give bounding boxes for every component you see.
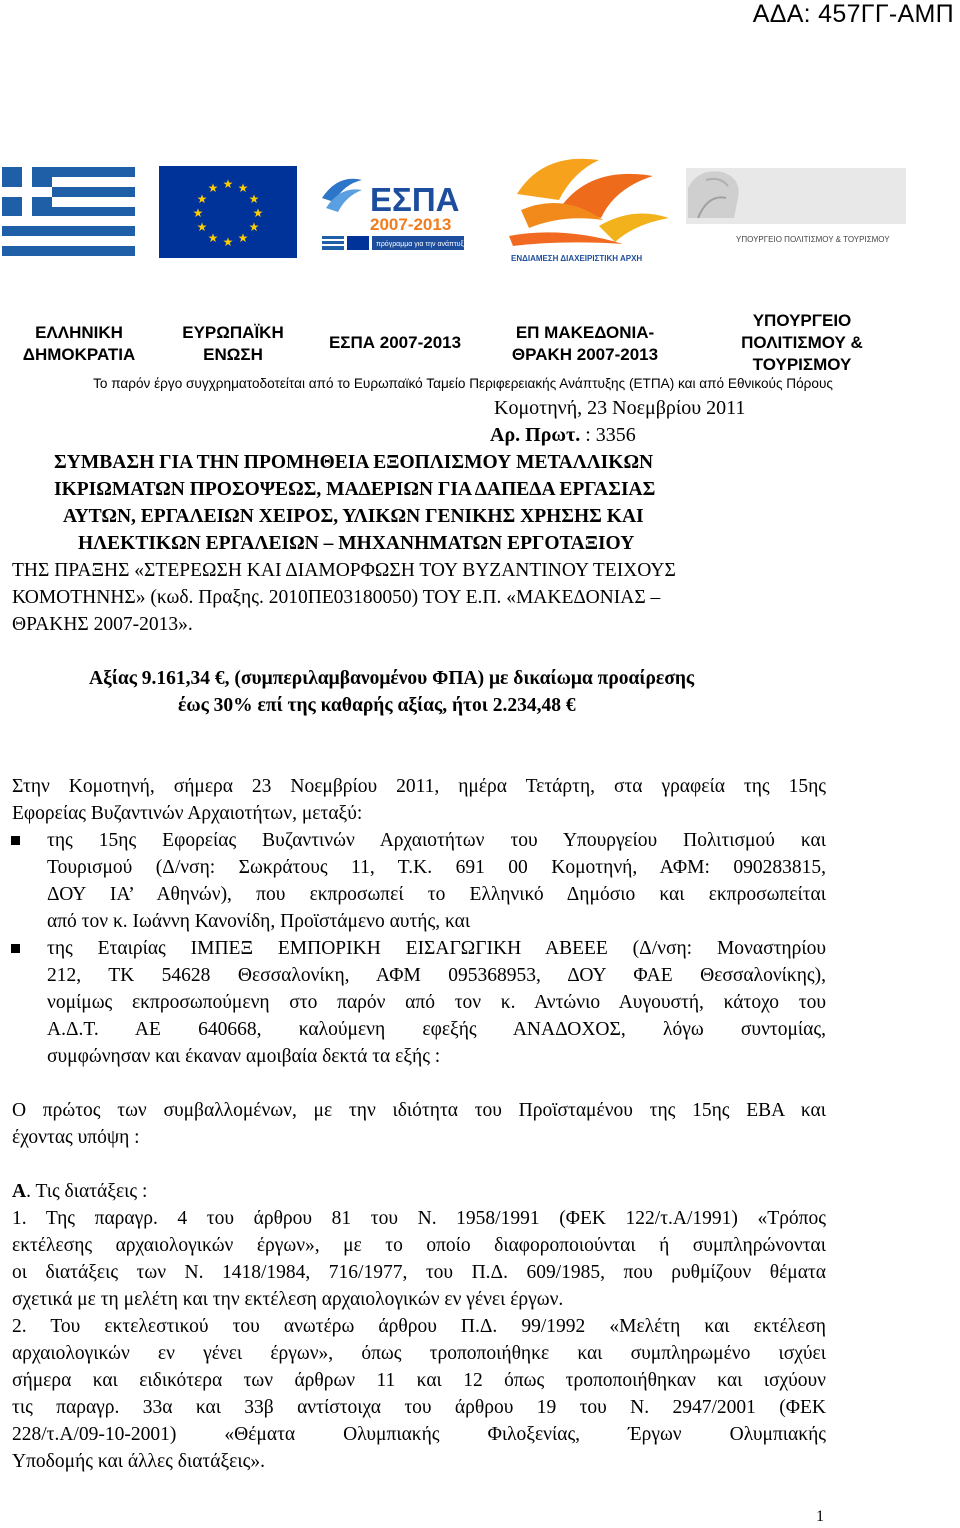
party2-line: Α.Δ.Τ. ΑΕ 640668, καλούμενη εφεξής ΑΝΑΔΟΧΟΣ, λόγω συντομίας, xyxy=(47,1019,826,1040)
svg-text:★: ★ xyxy=(196,192,208,206)
caption-ep-line: ΘΡΑΚΗ 2007-2013 xyxy=(511,345,659,364)
ep-makedonia-thraki-logo xyxy=(503,148,678,270)
place-date: Κομοτηνή, 23 Νοεμβρίου 2011 xyxy=(494,397,746,419)
caption-ministry-line: ΤΟΥΡΙΣΜΟΥ xyxy=(752,355,852,374)
ministry-logo-text: ΥΠΟΥΡΓΕΙΟ ΠΟΛΙΤΙΣΜΟΥ & ΤΟΥΡΙΣΜΟΥ xyxy=(736,235,890,244)
caption-eu-line: ΕΥΡΩΠΑΪΚΗ xyxy=(182,323,284,342)
caption-ep-line: ΕΠ ΜΑΚΕΔΟΝΙΑ- xyxy=(515,323,655,342)
title-line: ΣΥΜΒΑΣΗ ΓΙΑ ΤΗΝ ΠΡΟΜΗΘΕΙΑ ΕΞΟΠΛΙΣΜΟΥ ΜΕΤΑΛΛΙΚΩΝ xyxy=(54,452,654,473)
espa-logo-motto: πρόγραμμα για την ανάπτυξη xyxy=(376,241,468,248)
section-a-rest: . Τις διατάξεις : xyxy=(26,1181,148,1202)
caption-ministry-line: ΥΠΟΥΡΓΕΙΟ xyxy=(752,311,852,330)
party2-line: 212, ΤΚ 54628 Θεσσαλονίκη, ΑΦΜ 095368953, ΔΟΥ ΦΑΕ Θεσσαλονίκης), xyxy=(47,965,826,986)
project-line: ΤΗΣ ΠΡΑΞΗΣ «ΣΤΕΡΕΩΣΗ ΚΑΙ ΔΙΑΜΟΡΦΩΣΗ ΤΟΥ ΒΥΖΑΝΤΙΝΟΥ ΤΕΙΧΟΥΣ xyxy=(12,560,676,581)
intro-line: Εφορείας Βυζαντινών Αρχαιοτήτων, μεταξύ: xyxy=(12,803,363,824)
svg-text:★: ★ xyxy=(237,181,249,195)
provision-line: τις παραγρ. 33α και 33β αντίστοιχα του άρθρου 19 του Ν. 2947/2001 (ΦΕΚ xyxy=(12,1397,826,1418)
project-line: ΘΡΑΚΗΣ 2007-2013». xyxy=(12,614,193,635)
provision-line: οι διατάξεις των Ν. 1418/1984, 716/1977, του Π.Δ. 609/1985, που ρυθμίζουν θέματα xyxy=(12,1262,826,1283)
page-number: 1 xyxy=(816,1508,824,1525)
svg-text:★: ★ xyxy=(252,206,264,220)
provision-line: εκτέλεσης αρχαιολογικών έργων», με το οποίο διαφοροποιούνται ή συμπληρώνονται xyxy=(12,1235,826,1256)
provision-line: 1. Της παραγρ. 4 του άρθρου 81 του Ν. 1958/1991 (ΦΕΚ 122/τ.Α/1991) «Τρόπος xyxy=(12,1208,826,1229)
svg-text:★: ★ xyxy=(222,177,234,191)
ministry-logo xyxy=(686,168,906,248)
provision-line: Υποδομής και άλλες διατάξεις». xyxy=(12,1451,265,1472)
bullet-icon xyxy=(11,836,20,845)
svg-text:★: ★ xyxy=(222,235,234,249)
party1-line: ΔΟΥ ΙΑ’ Αθηνών), που εκπροσωπεί το Ελληνικό Δημόσιο και εκπροσωπείται xyxy=(47,884,826,905)
caption-espa xyxy=(310,332,480,354)
value-line: έως 30% επί της καθαρής αξίας, ήτοι 2.234,48 € xyxy=(178,695,576,716)
svg-text:★: ★ xyxy=(207,231,219,245)
caption-greece-line: ΔΗΜΟΚΡΑΤΙΑ xyxy=(22,345,136,364)
svg-text:★: ★ xyxy=(196,220,208,234)
title-line: ΗΛΕΚΤΙΚΩΝ ΕΡΓΑΛΕΙΩΝ – ΜΗΧΑΝΗΜΑΤΩΝ ΕΡΓΟΤΑΞΙΟΥ xyxy=(78,533,635,554)
eu-flag-logo xyxy=(159,166,297,258)
caption-eu-line: ΕΝΩΣΗ xyxy=(203,345,263,364)
svg-text:★: ★ xyxy=(192,206,204,220)
provision-line: σχετικά με τη μελέτη και την εκτέλεση αρχαιολογικών εν γένει έργων. xyxy=(12,1289,564,1310)
svg-text:★: ★ xyxy=(207,181,219,195)
protocol-number xyxy=(490,424,636,447)
caption-ministry-line: ΠΟΛΙΤΙΣΜΟΥ & xyxy=(741,333,863,352)
espa-logo xyxy=(318,168,468,258)
espa-logo-years: 2007-2013 xyxy=(370,215,452,234)
party1-line: από τον κ. Ιωάννη Κανονίδη, Προϊστάμενο αυτής, και xyxy=(47,911,471,932)
provision-line: αρχαιολογικών εν γένει έργων», όπως τροποποιήθηκε και συμπληρωμένο ισχύει xyxy=(12,1343,826,1364)
first-party-line: έχοντας υπόψη : xyxy=(12,1127,140,1148)
provision-line: 228/τ.Α/09-10-2001) «Θέματα Ολυμπιακής Φιλοξενίας, Έργων Ολυμπιακής xyxy=(12,1424,826,1445)
provision-line: 2. Του εκτελεστικού του ανωτέρω άρθρου Π.Δ. 99/1992 «Μελέτη και εκτέλεση xyxy=(12,1316,826,1337)
protocol-label: Αρ. Πρωτ. xyxy=(490,424,581,446)
svg-text:★: ★ xyxy=(237,231,249,245)
funding-note: Το παρόν έργο συγχρηματοδοτείται από το Ευρωπαϊκό Ταμείο Περιφερειακής Ανάπτυξης (ΕΤΠΑ) και από Εθνικούς Πόρους xyxy=(93,376,833,391)
party2-line: συμφώνησαν και έκαναν αμοιβαία δεκτά τα εξής : xyxy=(47,1046,441,1067)
value-line: Αξίας 9.161,34 €, (συμπεριλαμβανομένου ΦΠΑ) με δικαίωμα προαίρεσης xyxy=(89,668,695,689)
espa-logo-text: ΕΣΠΑ xyxy=(370,181,460,218)
ep-logo-text: ΕΝΔΙΑΜΕΣΗ ΔΙΑΧΕΙΡΙΣΤΙΚΗ ΑΡΧΗ xyxy=(511,254,643,263)
caption-ministry xyxy=(715,310,889,376)
first-party-line: Ο πρώτος των συμβαλλομένων, με την ιδιότητα του Προϊσταμένου της 15ης ΕΒΑ και xyxy=(12,1100,826,1121)
section-a-label: Α xyxy=(12,1181,27,1202)
party1-line: Τουρισμού (Δ/νση: Σωκράτους 11, Τ.Κ. 691 00 Κομοτηνή, ΑΦΜ: 090283815, xyxy=(47,857,826,878)
caption-espa-line: ΕΣΠΑ 2007-2013 xyxy=(328,333,462,352)
party2-line: της Εταιρίας ΙΜΠΕΞ ΕΜΠΟΡΙΚΗ ΕΙΣΑΓΩΓΙΚΗ ΑΒΕΕΕ (Δ/νση: Μοναστηρίου xyxy=(47,938,826,959)
caption-ep xyxy=(490,322,680,366)
party2-line: νομίμως εκπροσωπούμενη στο παρόν από τον κ. Αντώνιο Αυγουστή, κάτοχο του xyxy=(47,992,826,1013)
svg-text:★: ★ xyxy=(248,220,260,234)
protocol-value: : 3356 xyxy=(580,424,636,446)
svg-text:★: ★ xyxy=(248,192,260,206)
bullet-icon xyxy=(11,944,20,953)
title-line: ΙΚΡΙΩΜΑΤΩΝ ΠΡΟΣΟΨΕΩΣ, ΜΑΔΕΡΙΩΝ ΓΙΑ ΔΑΠΕΔΑ ΕΡΓΑΣΙΑΣ xyxy=(54,479,656,500)
project-line: ΚΟΜΟΤΗΝΗΣ» (κωδ. Πραξης. 2010ΠΕ03180050) ΤΟΥ Ε.Π. «ΜΑΚΕΔΟΝΙΑΣ – xyxy=(12,587,661,608)
caption-eu xyxy=(163,322,303,366)
party1-line: της 15ης Εφορείας Βυζαντινών Αρχαιοτήτων του Υπουργείου Πολιτισμού και xyxy=(47,830,826,851)
provision-line: σήμερα και ειδικότερα των άρθρων 11 και 12 όπως τροποποιήθηκαν και ισχύουν xyxy=(12,1370,826,1391)
ada-code: ΑΔΑ: 457ΓΓ-ΑΜΠ xyxy=(752,0,954,28)
caption-greece-line: ΕΛΛΗΝΙΚΗ xyxy=(35,323,123,342)
section-a-heading xyxy=(12,1181,147,1203)
title-line: ΑΥΤΩΝ, ΕΡΓΑΛΕΙΩΝ ΧΕΙΡΟΣ, ΥΛΙΚΩΝ ΓΕΝΙΚΗΣ ΧΡΗΣΗΣ ΚΑΙ xyxy=(63,506,644,527)
caption-greece xyxy=(8,322,150,366)
greek-flag-logo xyxy=(2,167,135,256)
intro-line: Στην Κομοτηνή, σήμερα 23 Νοεμβρίου 2011, ημέρα Τετάρτη, στα γραφεία της 15ης xyxy=(12,776,826,797)
